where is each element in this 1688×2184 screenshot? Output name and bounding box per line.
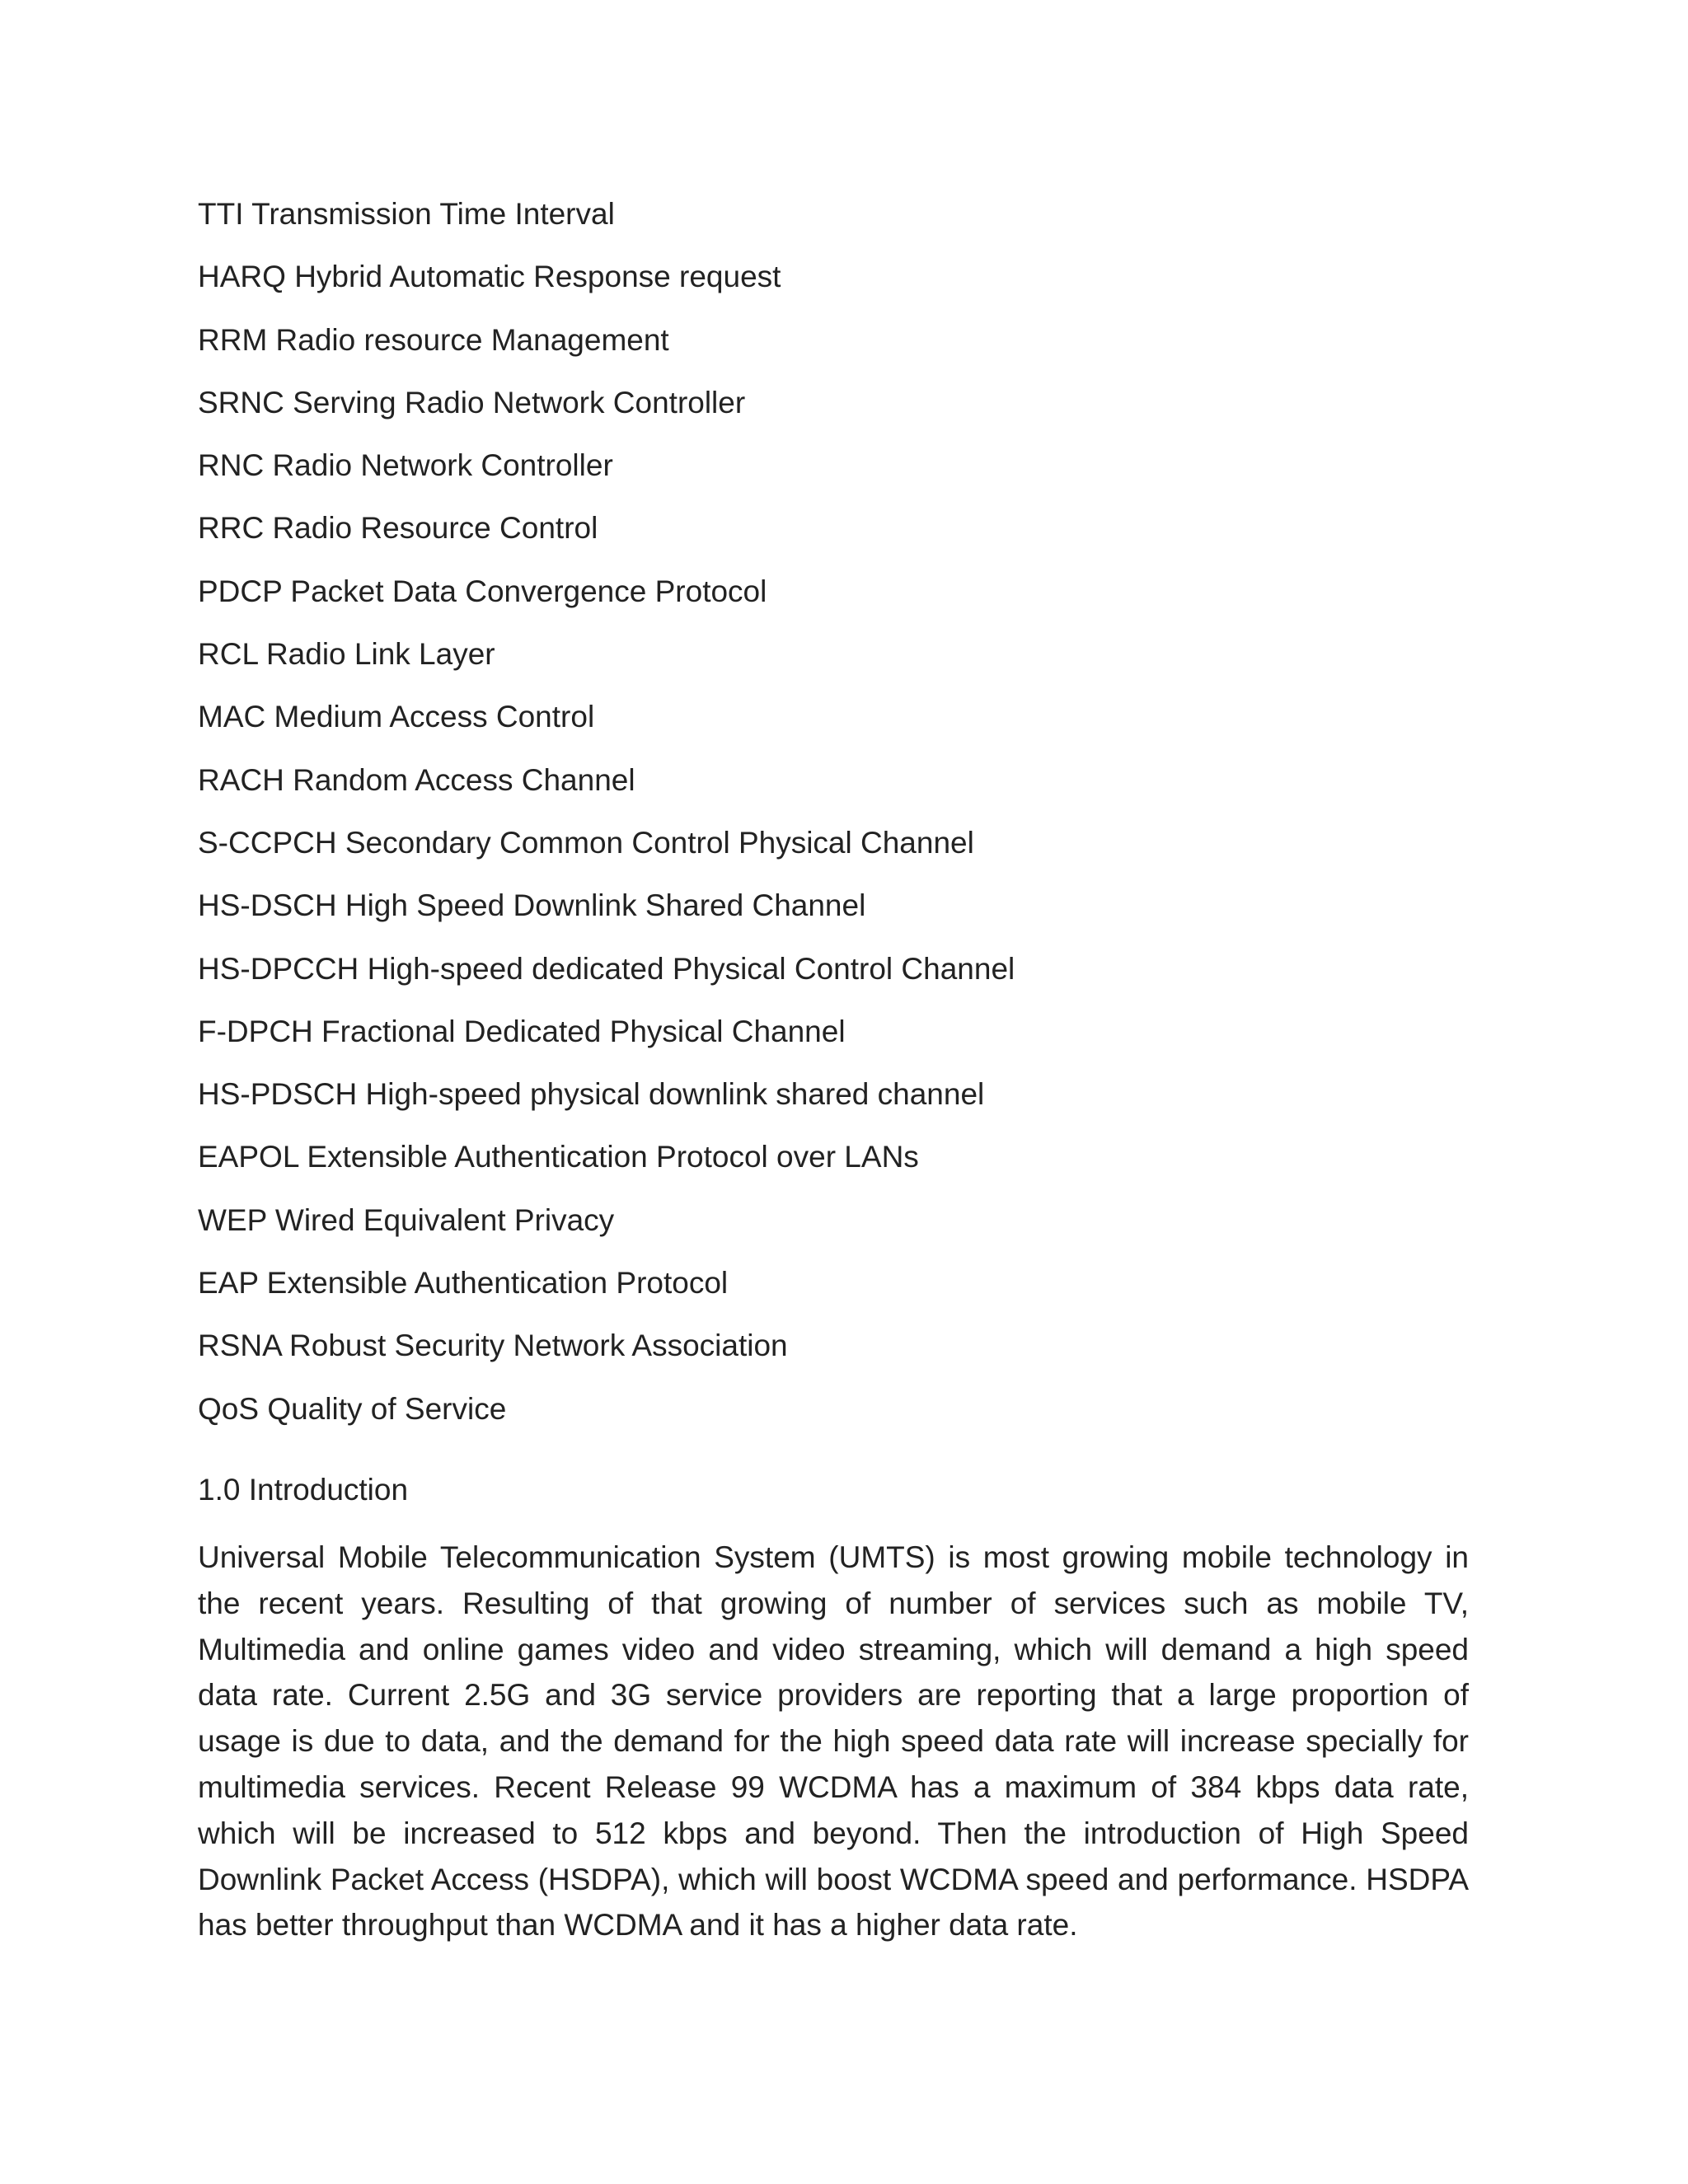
abbreviation-item [198,574,1484,610]
abbreviation-meaning: High-speed dedicated Physical Control Channel [367,951,1015,986]
abbreviation-meaning: Radio Resource Control [272,511,598,546]
abbreviation-meaning: Extensible Authentication Protocol [266,1266,729,1301]
abbreviation-term: HS-PDSCH [198,1077,358,1112]
abbreviation-item [198,825,1484,861]
abbreviation-meaning: Wired Equivalent Privacy [274,1202,615,1237]
abbreviation-term: RRC [198,511,265,546]
section-heading: 1.0 Introduction [198,1473,409,1507]
abbreviation-meaning: Random Access Channel [293,762,635,797]
abbreviation-item [198,1391,1484,1427]
abbreviation-item [198,1265,1484,1301]
abbreviation-item [198,510,1484,546]
abbreviation-term: RSNA [198,1329,281,1363]
abbreviation-item [198,888,1484,924]
abbreviation-meaning: Secondary Common Control Physical Channel [345,825,974,860]
abbreviation-term: TTI [198,197,244,231]
abbreviation-term: RACH [198,762,284,797]
abbreviation-meaning: Radio Link Layer [265,637,495,672]
abbreviation-meaning: Serving Radio Network Controller [293,385,746,419]
abbreviation-meaning: Hybrid Automatic Response request [294,260,781,294]
abbreviation-item [198,762,1484,799]
abbreviation-item [198,1139,1484,1175]
abbreviation-meaning: Packet Data Convergence Protocol [290,574,767,608]
abbreviation-term: SRNC [198,385,284,419]
abbreviation-term: EAP [198,1266,259,1301]
abbreviation-term: QoS [198,1391,260,1426]
abbreviation-term: WEP [198,1202,267,1237]
abbreviation-term: HARQ [198,260,286,294]
abbreviation-item [198,448,1484,484]
abbreviation-item [198,322,1484,359]
introduction-paragraph: Universal Mobile Telecommunication System (UMTS) is most growing mobile technology in the recent years. Resulting of that growing of number of services such as mobile TV, Multimedia and online games video and video streaming, which will demand a high speed data rate. Current 2.5G and 3G service providers are reporting that a large proportion of usage is due to data, and the demand for the high speed data rate will increase specially for multimedia services. Recent Release 99 WCDMA has a maximum of 384 kbps data rate, which will be increased to 512 kbps and beyond. Then the introduction of High Speed Downlink Packet Access (HSDPA), which will boost WCDMA speed and performance. HSDPA has better throughput than WCDMA and it has a higher data rate. [198,1540,1469,1943]
abbreviation-meaning: High Speed Downlink Shared Channel [345,888,866,923]
abbreviation-item [198,1014,1484,1050]
abbreviation-item [198,1202,1484,1239]
abbreviation-term: F-DPCH [198,1014,313,1048]
abbreviation-item [198,196,1484,232]
abbreviation-term: RNC [198,448,265,483]
abbreviation-term: MAC [198,700,266,734]
abbreviation-meaning: Fractional Dedicated Physical Channel [321,1014,846,1048]
abbreviation-term: EAPOL [198,1140,299,1174]
abbreviation-term: RCL [198,637,258,672]
abbreviation-meaning: Radio resource Management [275,322,669,357]
abbreviation-list [198,196,1484,1454]
abbreviation-meaning: High-speed physical downlink shared channel [365,1077,985,1112]
abbreviation-meaning: Transmission Time Interval [251,197,615,231]
abbreviation-term: PDCP [198,574,283,608]
abbreviation-item [198,699,1484,735]
abbreviation-term: S-CCPCH [198,825,337,860]
abbreviation-meaning: Medium Access Control [274,700,595,734]
abbreviation-item [198,1076,1484,1113]
abbreviation-meaning: Extensible Authentication Protocol over LANs [307,1140,919,1174]
abbreviation-item [198,385,1484,421]
abbreviation-item [198,259,1484,295]
abbreviation-item [198,1328,1484,1364]
abbreviation-item [198,951,1484,987]
abbreviation-term: HS-DPCCH [198,951,359,986]
abbreviation-term: HS-DSCH [198,888,337,923]
abbreviation-item [198,636,1484,673]
abbreviation-term: RRM [198,322,268,357]
abbreviation-meaning: Quality of Service [267,1391,507,1426]
abbreviation-meaning: Radio Network Controller [272,448,613,483]
abbreviation-meaning: Robust Security Network Association [289,1329,788,1363]
